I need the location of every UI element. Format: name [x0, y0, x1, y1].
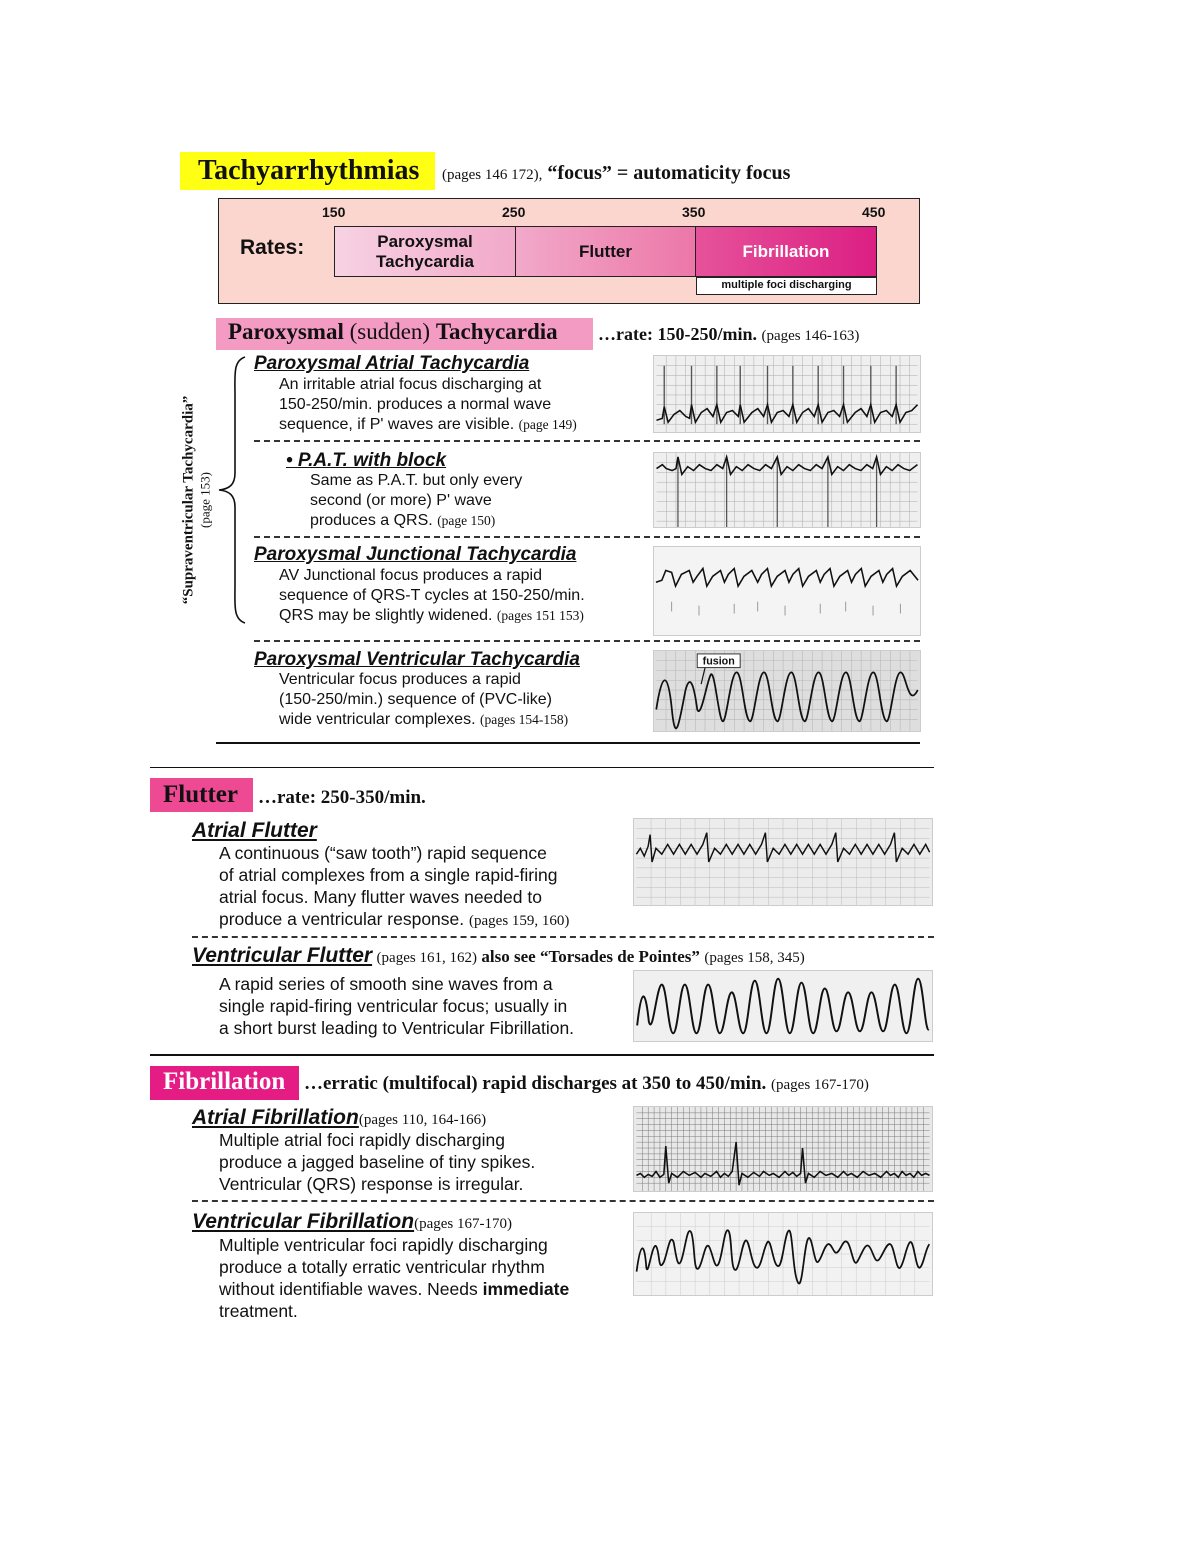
divider-dashed — [192, 936, 934, 938]
ventricular-fibrillation-body-a: Multiple ventricular foci rapidly discharging produce a totally erratic ventricular rhythm without identifiable waves. Needs — [219, 1235, 548, 1299]
pat-block-body-text: Same as P.A.T. but only every second (or more) P' wave produces a QRS. — [310, 472, 523, 529]
pat-body-text: An irritable atrial focus discharging at 150-250/min. produces a normal wave sequence, if P' waves are visible. — [279, 376, 552, 433]
divider-solid — [150, 1054, 934, 1056]
pvt-ecg — [653, 650, 921, 732]
pat-block-ecg — [653, 452, 921, 528]
atrial-fibrillation-ecg — [633, 1106, 933, 1192]
ventricular-flutter-title: Ventricular Flutter — [192, 944, 373, 967]
fibrillation-pages: (pages 167-170) — [771, 1077, 869, 1093]
pvt-pages: (pages 154-158) — [479, 712, 569, 727]
fusion-annotation: fusion — [702, 655, 735, 668]
divider-dashed — [254, 640, 920, 642]
pjt-title: Paroxysmal Junctional Tachycardia — [254, 544, 577, 565]
paroxysmal-header-end: Tachycardia — [435, 319, 558, 344]
atrial-flutter-pages: (pages 159, 160) — [469, 913, 570, 929]
paroxysmal-header-bold: Paroxysmal — [228, 319, 344, 344]
rate-segment-fibrillation-label: Fibrillation — [742, 241, 830, 261]
pjt-icon — [654, 547, 920, 635]
fibrillation-rate-text: …erratic (multifocal) rapid discharges at 350 to 450/min. — [304, 1073, 767, 1094]
svt-pages: (page 153) — [197, 472, 213, 528]
pat-icon — [654, 356, 920, 432]
torsades-pages: (pages 158, 345) — [704, 950, 805, 966]
paroxysmal-rate — [598, 324, 859, 345]
pvt-icon — [654, 651, 920, 731]
rate-segment-paroxysmal — [334, 226, 516, 277]
flutter-header: Flutter — [163, 781, 238, 808]
rate-segment-flutter-label: Flutter — [579, 241, 632, 261]
pat-block-body — [310, 471, 630, 531]
rate-tick-450: 450 — [862, 204, 886, 220]
atrial-fibrillation-title: Atrial Fibrillation — [192, 1106, 359, 1129]
rates-label: Rates: — [240, 236, 305, 259]
rate-tick-150: 150 — [322, 204, 346, 220]
torsades-reference: also see “Torsades de Pointes” — [481, 947, 700, 966]
paroxysmal-header — [228, 319, 558, 345]
pjt-ecg — [653, 546, 921, 636]
ventricular-flutter-pages: (pages 161, 162) — [376, 950, 477, 966]
divider-dashed — [254, 536, 920, 538]
pjt-body-text: AV Junctional focus produces a rapid sequence of QRS-T cycles at 150-250/min. QRS may be slightly widened. — [279, 567, 585, 624]
atrial-flutter-ecg — [633, 818, 933, 906]
paroxysmal-header-paren: (sudden) — [349, 319, 431, 344]
ventricular-flutter-icon — [634, 971, 932, 1041]
pvt-title: Paroxysmal Ventricular Tachycardia — [254, 649, 580, 670]
divider-dashed — [192, 1200, 934, 1202]
ventricular-flutter-ecg — [633, 970, 933, 1042]
ventricular-fibrillation-icon — [634, 1213, 932, 1295]
page-title: Tachyarrhythmias — [198, 155, 420, 186]
fibrillation-rate — [304, 1073, 869, 1095]
atrial-fibrillation-icon — [634, 1107, 932, 1191]
pjt-body — [279, 566, 659, 626]
rate-segment-flutter — [515, 226, 696, 277]
pat-block-title: • P.A.T. with block — [286, 450, 447, 471]
pat-body — [279, 375, 649, 435]
title-subtitle — [442, 162, 790, 185]
divider-solid — [216, 742, 920, 744]
ventricular-fibrillation-body-b: treatment. — [219, 1301, 298, 1321]
pat-block-icon — [654, 453, 920, 527]
ventricular-fibrillation-body — [219, 1234, 639, 1322]
atrial-fibrillation-pages: (pages 110, 164-166) — [358, 1112, 487, 1128]
rate-segment-fibrillation — [695, 226, 877, 277]
flutter-rate: …rate: 250-350/min. — [258, 787, 426, 808]
atrial-fibrillation-heading — [192, 1106, 486, 1130]
pat-block-pages: (page 150) — [437, 513, 496, 528]
ventricular-fibrillation-ecg — [633, 1212, 933, 1296]
rate-segment-paroxysmal-label: Paroxysmal Tachycardia — [376, 231, 474, 271]
ventricular-flutter-body: A rapid series of smooth sine waves from a single rapid-firing ventricular focus; usually in a short burst leading to Ventricular Fibrillation. — [219, 974, 575, 1038]
svt-side-label — [174, 370, 220, 630]
ventricular-fibrillation-emphasis: immediate — [482, 1279, 570, 1299]
atrial-flutter-title: Atrial Flutter — [192, 819, 317, 842]
title-pages: (pages 146 172), — [442, 167, 543, 183]
paroxysmal-pages: (pages 146-163) — [761, 328, 860, 344]
atrial-flutter-body — [219, 842, 639, 932]
pat-title: Paroxysmal Atrial Tachycardia — [254, 353, 530, 374]
ventricular-fibrillation-heading — [192, 1210, 512, 1234]
rate-tick-350: 350 — [682, 204, 706, 220]
divider-solid — [150, 767, 934, 768]
fibrillation-header: Fibrillation — [163, 1068, 286, 1095]
title-focus-note: “focus” = automaticity focus — [547, 162, 791, 184]
atrial-flutter-body-text: A continuous (“saw tooth”) rapid sequence of atrial complexes from a single rapid-firing atrial focus. Many flutter waves needed to produce a ventricular response. — [219, 843, 558, 929]
atrial-flutter-icon — [634, 819, 932, 905]
pvt-body — [279, 670, 649, 730]
pvt-body-text: Ventricular focus produces a rapid (150-250/min.) sequence of (PVC-like) wide ventricular complexes. — [279, 671, 553, 728]
ventricular-fibrillation-title: Ventricular Fibrillation — [192, 1210, 415, 1233]
fibrillation-note: multiple foci discharging — [696, 277, 877, 295]
paroxysmal-rate-text: …rate: 150-250/min. — [598, 324, 757, 344]
pjt-pages: (pages 151 153) — [496, 608, 584, 623]
ventricular-fibrillation-pages: (pages 167-170) — [414, 1216, 512, 1232]
svt-label: “Supraventricular Tachycardia” — [180, 395, 197, 605]
pat-ecg — [653, 355, 921, 433]
divider-dashed — [254, 440, 920, 442]
svt-brace-icon — [215, 355, 255, 625]
atrial-fibrillation-body: Multiple atrial foci rapidly discharging produce a jagged baseline of tiny spikes. Ventricular (QRS) response is irregular. — [219, 1130, 536, 1194]
pat-pages: (page 149) — [518, 417, 577, 432]
ventricular-flutter-heading — [192, 944, 805, 968]
rate-tick-250: 250 — [502, 204, 526, 220]
